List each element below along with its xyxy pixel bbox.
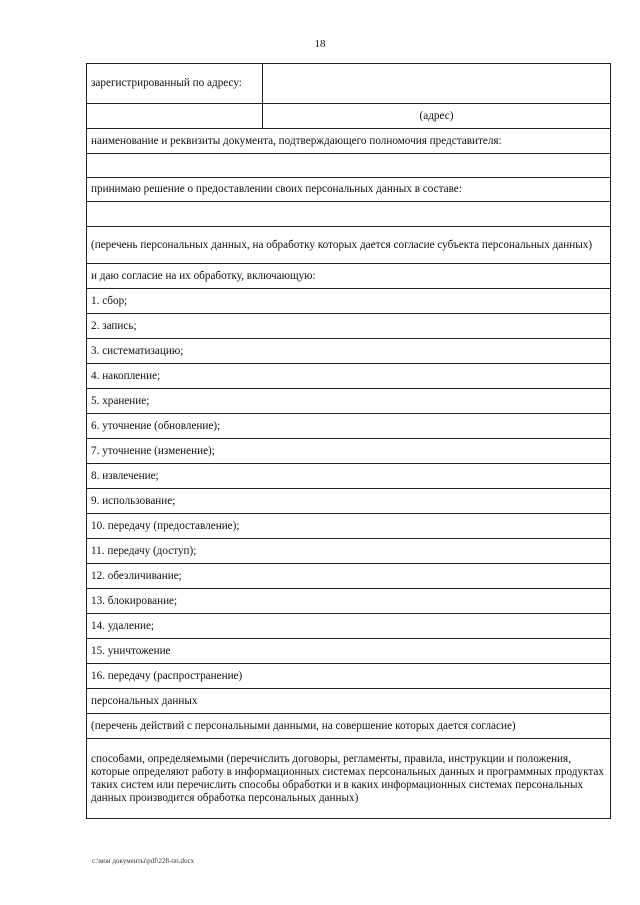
address-left-cell[interactable] [87, 104, 263, 129]
table-row [87, 264, 611, 289]
table-row [87, 739, 611, 819]
table-row [87, 227, 611, 264]
action-item: 16. передачу (распространение) [87, 664, 611, 689]
registered-address-label: зарегистрированный по адресу: [87, 64, 263, 104]
address-caption: (адрес) [263, 104, 611, 129]
action-item: 10. передачу (предоставление); [87, 514, 611, 539]
action-item: 6. уточнение (обновление); [87, 414, 611, 439]
representative-document-field[interactable] [87, 154, 611, 178]
table-row [87, 439, 611, 464]
table-row [87, 178, 611, 202]
table-row [87, 464, 611, 489]
personal-data-list-caption: (перечень персональных данных, на обработку которых дается согласие субъекта персональных данных) [87, 227, 611, 264]
consent-intro: и даю согласие на их обработку, включающую: [87, 264, 611, 289]
table-row [87, 389, 611, 414]
table-row [87, 289, 611, 314]
table-row [87, 414, 611, 439]
action-item: 11. передачу (доступ); [87, 539, 611, 564]
table-row [87, 539, 611, 564]
action-item: 3. систематизацию; [87, 339, 611, 364]
table-row [87, 314, 611, 339]
table-row [87, 514, 611, 539]
decision-label: принимаю решение о предоставлении своих персональных данных в составе: [87, 178, 611, 202]
consent-form-table [86, 63, 611, 819]
action-item: 5. хранение; [87, 389, 611, 414]
table-row [87, 64, 611, 104]
action-item: 8. извлечение; [87, 464, 611, 489]
table-row [87, 154, 611, 178]
actions-list-caption: (перечень действий с персональными данными, на совершение которых дается согласие) [87, 714, 611, 739]
footer-file-path: c:\мои документы\pdf\228-пп.docx [92, 857, 195, 865]
table-row [87, 639, 611, 664]
action-item: 4. накопление; [87, 364, 611, 389]
table-row [87, 489, 611, 514]
personal-data-list-field[interactable] [87, 202, 611, 227]
action-item: 12. обезличивание; [87, 564, 611, 589]
action-item: 9. использование; [87, 489, 611, 514]
table-row [87, 714, 611, 739]
representative-document-label: наименование и реквизиты документа, подтверждающего полномочия представителя: [87, 129, 611, 154]
table-row [87, 339, 611, 364]
action-item: 13. блокирование; [87, 589, 611, 614]
registered-address-field[interactable] [263, 64, 611, 104]
action-item: 1. сбор; [87, 289, 611, 314]
action-item: 14. удаление; [87, 614, 611, 639]
action-item: 15. уничтожение [87, 639, 611, 664]
table-row [87, 589, 611, 614]
table-row [87, 614, 611, 639]
table-row [87, 104, 611, 129]
personal-data-label: персональных данных [87, 689, 611, 714]
page-number: 18 [314, 38, 326, 50]
table-row [87, 202, 611, 227]
table-row [87, 129, 611, 154]
table-row [87, 664, 611, 689]
action-item: 2. запись; [87, 314, 611, 339]
action-item: 7. уточнение (изменение); [87, 439, 611, 464]
table-row [87, 564, 611, 589]
table-row [87, 364, 611, 389]
table-row [87, 689, 611, 714]
processing-methods-text: способами, определяемыми (перечислить договоры, регламенты, правила, инструкции и положения, которые определяют работу в информационных системах персональных данных и программных продуктах таких систем или перечислить способы обработки и в каких информационных системах персональных данных производится обработка персональных данных) [87, 739, 611, 819]
